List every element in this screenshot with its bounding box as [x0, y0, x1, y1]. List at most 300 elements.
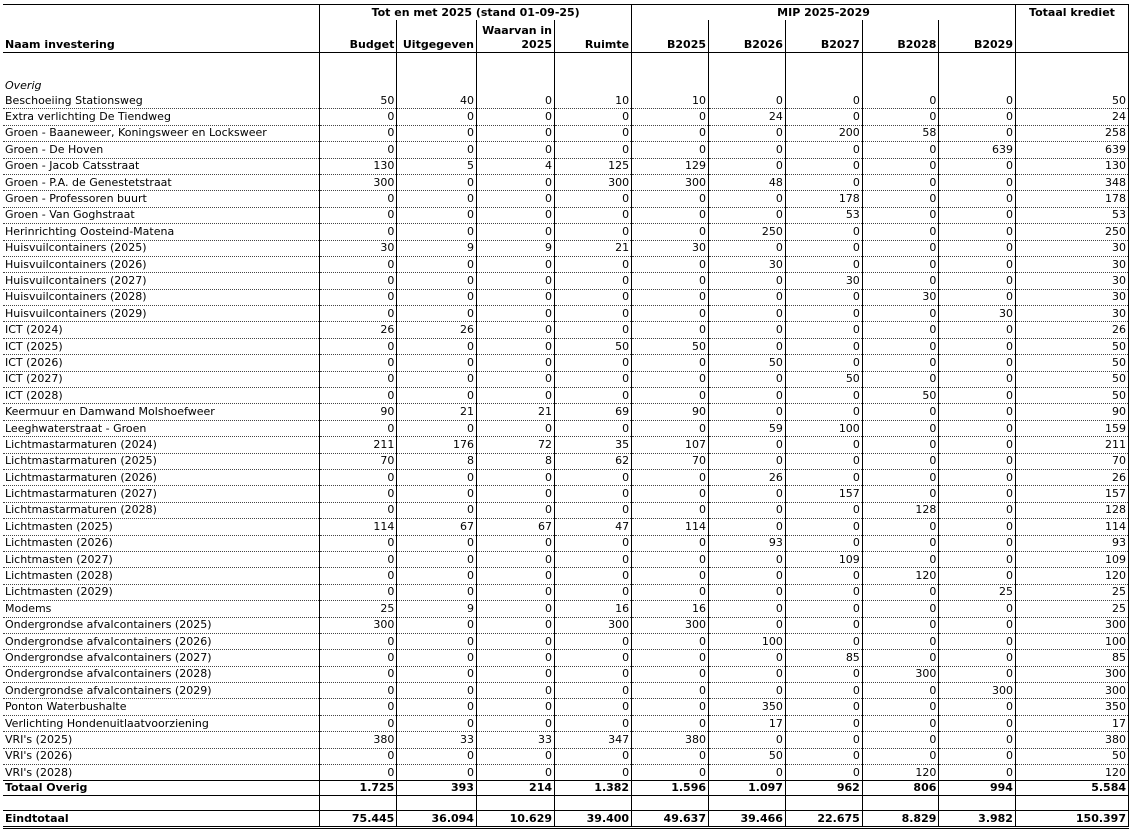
row-value: 0 — [320, 584, 397, 600]
row-value: 0 — [939, 601, 1016, 617]
table-row — [3, 650, 1129, 666]
table-row — [3, 306, 1129, 322]
row-value: 39.466 — [709, 811, 786, 828]
row-value: 0 — [476, 486, 554, 502]
row-value: 0 — [555, 142, 632, 158]
row-name: Totaal Overig — [3, 781, 320, 796]
row-value: 0 — [320, 486, 397, 502]
row-value: 30 — [785, 273, 862, 289]
row-value: 90 — [1015, 404, 1128, 420]
row-value: 0 — [397, 584, 477, 600]
row-value: 30 — [1015, 256, 1128, 272]
row-value: 0 — [476, 551, 554, 567]
row-value: 25 — [1015, 601, 1128, 617]
row-value: 0 — [709, 322, 786, 338]
table-row — [3, 453, 1129, 469]
row-value: 350 — [709, 699, 786, 715]
row-value: 30 — [320, 240, 397, 256]
row-value: 100 — [1015, 633, 1128, 649]
table-row — [3, 568, 1129, 584]
row-name: Beschoeiing Stationsweg — [3, 93, 320, 109]
row-value: 0 — [632, 683, 709, 699]
row-value: 962 — [785, 781, 862, 796]
row-name: Lichtmasten (2027) — [3, 551, 320, 567]
row-value: 0 — [632, 191, 709, 207]
row-value: 0 — [709, 93, 786, 109]
row-value: 0 — [397, 125, 477, 141]
row-name: ICT (2027) — [3, 371, 320, 387]
row-value: 0 — [320, 469, 397, 485]
row-value: 93 — [1015, 535, 1128, 551]
header-waarvan-2025: Waarvan in 2025 — [476, 20, 554, 53]
row-value: 0 — [939, 437, 1016, 453]
row-value: 30 — [632, 240, 709, 256]
row-value: 30 — [1015, 240, 1128, 256]
row-value: 0 — [320, 666, 397, 682]
row-value: 0 — [862, 256, 939, 272]
row-value: 5.584 — [1015, 781, 1128, 796]
row-value: 59 — [709, 420, 786, 436]
row-value: 0 — [555, 551, 632, 567]
row-value: 0 — [397, 551, 477, 567]
row-value: 67 — [476, 519, 554, 535]
row-value: 50 — [709, 355, 786, 371]
row-value: 348 — [1015, 174, 1128, 190]
row-value: 0 — [476, 388, 554, 404]
row-value: 0 — [785, 699, 862, 715]
row-value: 50 — [1015, 388, 1128, 404]
row-value: 0 — [555, 125, 632, 141]
row-value: 0 — [397, 273, 477, 289]
group-header-tot: Tot en met 2025 (stand 01-09-25) — [320, 5, 632, 21]
row-value: 0 — [939, 240, 1016, 256]
row-value: 0 — [632, 273, 709, 289]
eindtotaal-row — [3, 811, 1129, 828]
row-value: 0 — [476, 224, 554, 240]
row-value: 0 — [555, 371, 632, 387]
table-row — [3, 633, 1129, 649]
row-value: 0 — [785, 256, 862, 272]
row-value: 300 — [320, 617, 397, 633]
row-value: 0 — [476, 666, 554, 682]
row-value: 0 — [785, 568, 862, 584]
row-value: 1.725 — [320, 781, 397, 796]
row-value: 200 — [785, 125, 862, 141]
row-value: 0 — [632, 109, 709, 125]
row-value: 72 — [476, 437, 554, 453]
row-value: 30 — [939, 306, 1016, 322]
row-value: 50 — [1015, 355, 1128, 371]
row-value: 85 — [1015, 650, 1128, 666]
row-value: 125 — [555, 158, 632, 174]
row-value: 25 — [1015, 584, 1128, 600]
table-row — [3, 224, 1129, 240]
row-value: 85 — [785, 650, 862, 666]
row-value: 0 — [939, 109, 1016, 125]
row-value: 3.982 — [939, 811, 1016, 828]
row-value: 0 — [785, 158, 862, 174]
row-value: 0 — [632, 551, 709, 567]
row-value: 0 — [709, 502, 786, 518]
row-value: 17 — [709, 715, 786, 731]
row-value: 58 — [862, 125, 939, 141]
row-value: 5 — [397, 158, 477, 174]
row-value: 10 — [555, 93, 632, 109]
row-name: Extra verlichting De Tiendweg — [3, 109, 320, 125]
row-value: 0 — [862, 748, 939, 764]
row-value: 0 — [632, 650, 709, 666]
row-name: Ondergrondse afvalcontainers (2029) — [3, 683, 320, 699]
row-value: 0 — [785, 437, 862, 453]
row-value: 50 — [862, 388, 939, 404]
row-value: 53 — [1015, 207, 1128, 223]
row-value: 0 — [320, 355, 397, 371]
row-value: 0 — [632, 699, 709, 715]
row-value: 157 — [1015, 486, 1128, 502]
row-value: 0 — [939, 125, 1016, 141]
row-name: Ponton Waterbushalte — [3, 699, 320, 715]
row-value: 250 — [709, 224, 786, 240]
row-value: 0 — [862, 617, 939, 633]
row-value: 0 — [632, 125, 709, 141]
row-value: 0 — [397, 535, 477, 551]
row-name: Lichtmastarmaturen (2026) — [3, 469, 320, 485]
row-value: 0 — [709, 486, 786, 502]
row-value: 70 — [1015, 453, 1128, 469]
row-value: 0 — [476, 748, 554, 764]
row-value: 24 — [1015, 109, 1128, 125]
row-value: 0 — [939, 617, 1016, 633]
row-value: 0 — [555, 748, 632, 764]
row-value: 24 — [709, 109, 786, 125]
row-value: 25 — [939, 584, 1016, 600]
row-value: 109 — [1015, 551, 1128, 567]
row-value: 0 — [320, 273, 397, 289]
row-value: 994 — [939, 781, 1016, 796]
row-value: 120 — [862, 765, 939, 781]
row-name: Leeghwaterstraat - Groen — [3, 420, 320, 436]
row-value: 0 — [939, 502, 1016, 518]
row-value: 0 — [862, 535, 939, 551]
table-row — [3, 191, 1129, 207]
row-value: 50 — [1015, 748, 1128, 764]
row-name: Modems — [3, 601, 320, 617]
row-value: 0 — [555, 486, 632, 502]
header-b2027: B2027 — [785, 20, 862, 53]
row-name: Huisvuilcontainers (2029) — [3, 306, 320, 322]
row-name: Huisvuilcontainers (2026) — [3, 256, 320, 272]
row-value: 4 — [476, 158, 554, 174]
row-value: 120 — [1015, 568, 1128, 584]
row-value: 300 — [862, 666, 939, 682]
row-value: 0 — [632, 535, 709, 551]
row-value: 0 — [785, 289, 862, 305]
row-value: 211 — [1015, 437, 1128, 453]
row-value: 0 — [632, 371, 709, 387]
row-value: 0 — [939, 650, 1016, 666]
row-value: 47 — [555, 519, 632, 535]
row-value: 0 — [320, 633, 397, 649]
row-value: 16 — [555, 601, 632, 617]
row-value: 0 — [397, 338, 477, 354]
row-name: Lichtmastarmaturen (2024) — [3, 437, 320, 453]
row-value: 0 — [397, 650, 477, 666]
row-value: 0 — [397, 633, 477, 649]
row-value: 0 — [555, 683, 632, 699]
row-value: 0 — [320, 568, 397, 584]
table-row — [3, 93, 1129, 109]
row-value: 0 — [939, 322, 1016, 338]
row-value: 0 — [862, 240, 939, 256]
row-value: 0 — [476, 109, 554, 125]
row-value: 0 — [555, 469, 632, 485]
row-value: 0 — [476, 142, 554, 158]
row-value: 75.445 — [320, 811, 397, 828]
table-row — [3, 142, 1129, 158]
row-value: 0 — [709, 388, 786, 404]
row-value: 0 — [939, 158, 1016, 174]
row-value: 62 — [555, 453, 632, 469]
row-value: 0 — [939, 174, 1016, 190]
row-value: 0 — [709, 617, 786, 633]
row-value: 0 — [555, 109, 632, 125]
row-value: 0 — [397, 371, 477, 387]
row-name: ICT (2026) — [3, 355, 320, 371]
row-name: VRI's (2025) — [3, 732, 320, 748]
table-row — [3, 551, 1129, 567]
row-value: 0 — [939, 273, 1016, 289]
row-name: Groen - Jacob Catsstraat — [3, 158, 320, 174]
row-value: 128 — [1015, 502, 1128, 518]
row-name: Lichtmasten (2025) — [3, 519, 320, 535]
row-value: 0 — [476, 289, 554, 305]
table-row — [3, 388, 1129, 404]
group-header-mip: MIP 2025-2029 — [632, 5, 1016, 21]
row-name: Lichtmasten (2029) — [3, 584, 320, 600]
table-row — [3, 338, 1129, 354]
row-name: Verlichting Hondenuitlaatvoorziening — [3, 715, 320, 731]
row-value: 0 — [709, 191, 786, 207]
row-value: 0 — [862, 109, 939, 125]
row-value: 50 — [555, 338, 632, 354]
row-value: 39.400 — [555, 811, 632, 828]
row-value: 0 — [709, 519, 786, 535]
row-value: 0 — [785, 748, 862, 764]
row-value: 90 — [320, 404, 397, 420]
row-value: 0 — [939, 256, 1016, 272]
row-value: 0 — [939, 765, 1016, 781]
row-value: 9 — [397, 601, 477, 617]
row-value: 0 — [862, 469, 939, 485]
row-value: 0 — [632, 765, 709, 781]
row-value: 0 — [632, 355, 709, 371]
row-value: 0 — [785, 469, 862, 485]
row-value: 0 — [785, 240, 862, 256]
row-value: 0 — [397, 306, 477, 322]
table-row — [3, 256, 1129, 272]
category-label: Overig — [5, 79, 42, 92]
row-value: 0 — [476, 93, 554, 109]
row-value: 0 — [862, 584, 939, 600]
row-value: 0 — [320, 109, 397, 125]
row-value: 0 — [555, 535, 632, 551]
row-value: 0 — [862, 650, 939, 666]
row-value: 150.397 — [1015, 811, 1128, 828]
row-value: 0 — [397, 109, 477, 125]
row-name: Lichtmasten (2026) — [3, 535, 320, 551]
row-value: 50 — [1015, 371, 1128, 387]
row-value: 0 — [709, 404, 786, 420]
table-row — [3, 584, 1129, 600]
row-value: 0 — [862, 683, 939, 699]
row-value: 0 — [632, 207, 709, 223]
table-row — [3, 535, 1129, 551]
header-uitgegeven: Uitgegeven — [397, 20, 477, 53]
row-value: 0 — [785, 715, 862, 731]
header-b2029: B2029 — [939, 20, 1016, 53]
row-value: 0 — [320, 256, 397, 272]
row-value: 300 — [1015, 666, 1128, 682]
row-value: 0 — [397, 715, 477, 731]
row-value: 0 — [397, 420, 477, 436]
row-name: Huisvuilcontainers (2025) — [3, 240, 320, 256]
row-value: 0 — [862, 404, 939, 420]
row-value: 50 — [1015, 338, 1128, 354]
row-value: 50 — [785, 371, 862, 387]
row-value: 0 — [555, 765, 632, 781]
table-row — [3, 748, 1129, 764]
row-value: 0 — [320, 765, 397, 781]
row-value: 0 — [939, 191, 1016, 207]
row-value: 0 — [320, 535, 397, 551]
row-value: 0 — [709, 273, 786, 289]
table-row — [3, 273, 1129, 289]
row-value: 0 — [709, 551, 786, 567]
row-value: 50 — [632, 338, 709, 354]
row-value: 21 — [476, 404, 554, 420]
row-value: 0 — [632, 469, 709, 485]
row-value: 0 — [320, 125, 397, 141]
row-value: 26 — [397, 322, 477, 338]
row-value: 0 — [476, 125, 554, 141]
row-value: 0 — [632, 256, 709, 272]
row-value: 0 — [709, 683, 786, 699]
row-value: 0 — [397, 289, 477, 305]
row-value: 0 — [397, 207, 477, 223]
row-value: 50 — [709, 748, 786, 764]
table-row — [3, 355, 1129, 371]
row-value: 0 — [862, 322, 939, 338]
row-value: 0 — [632, 584, 709, 600]
row-value: 0 — [476, 601, 554, 617]
row-name: Groen - De Hoven — [3, 142, 320, 158]
row-value: 0 — [555, 256, 632, 272]
row-value: 0 — [320, 388, 397, 404]
table-row — [3, 502, 1129, 518]
row-value: 0 — [320, 420, 397, 436]
row-value: 21 — [555, 240, 632, 256]
row-value: 0 — [785, 388, 862, 404]
row-value: 0 — [862, 158, 939, 174]
row-value: 120 — [1015, 765, 1128, 781]
row-value: 0 — [397, 683, 477, 699]
row-name: Groen - Van Goghstraat — [3, 207, 320, 223]
row-value: 0 — [862, 715, 939, 731]
row-value: 0 — [555, 224, 632, 240]
row-value: 109 — [785, 551, 862, 567]
row-value: 0 — [785, 322, 862, 338]
row-value: 1.382 — [555, 781, 632, 796]
row-value: 100 — [709, 633, 786, 649]
row-value: 0 — [320, 191, 397, 207]
row-value: 0 — [320, 289, 397, 305]
row-value: 0 — [785, 535, 862, 551]
row-value: 300 — [632, 617, 709, 633]
row-value: 0 — [939, 388, 1016, 404]
row-value: 0 — [397, 502, 477, 518]
row-value: 130 — [1015, 158, 1128, 174]
row-value: 35 — [555, 437, 632, 453]
row-value: 0 — [862, 453, 939, 469]
row-name: Huisvuilcontainers (2027) — [3, 273, 320, 289]
table-row — [3, 289, 1129, 305]
row-value: 0 — [555, 420, 632, 436]
row-value: 0 — [320, 306, 397, 322]
row-value: 69 — [555, 404, 632, 420]
row-value: 0 — [476, 420, 554, 436]
row-value: 0 — [939, 486, 1016, 502]
row-value: 9 — [476, 240, 554, 256]
row-value: 0 — [709, 306, 786, 322]
table-row — [3, 240, 1129, 256]
row-value: 0 — [320, 715, 397, 731]
row-value: 33 — [476, 732, 554, 748]
row-name: VRI's (2028) — [3, 765, 320, 781]
row-value: 0 — [939, 748, 1016, 764]
row-value: 0 — [555, 633, 632, 649]
row-value: 0 — [555, 568, 632, 584]
header-totaal-krediet: Totaal krediet — [1015, 5, 1128, 53]
row-value: 300 — [1015, 617, 1128, 633]
row-name: ICT (2025) — [3, 338, 320, 354]
row-value: 0 — [476, 207, 554, 223]
row-value: 380 — [320, 732, 397, 748]
row-value: 26 — [320, 322, 397, 338]
row-value: 8.829 — [862, 811, 939, 828]
header-b2026: B2026 — [709, 20, 786, 53]
row-value: 0 — [632, 306, 709, 322]
row-value: 300 — [632, 174, 709, 190]
row-name: Ondergrondse afvalcontainers (2026) — [3, 633, 320, 649]
table-row — [3, 666, 1129, 682]
table-row — [3, 486, 1129, 502]
row-value: 0 — [939, 535, 1016, 551]
row-value: 0 — [939, 289, 1016, 305]
row-name: Groen - Professoren buurt — [3, 191, 320, 207]
row-value: 130 — [320, 158, 397, 174]
row-value: 0 — [709, 437, 786, 453]
row-value: 0 — [555, 322, 632, 338]
row-value: 0 — [709, 601, 786, 617]
row-value: 0 — [709, 142, 786, 158]
row-value: 0 — [320, 683, 397, 699]
row-value: 0 — [476, 371, 554, 387]
row-value: 0 — [320, 207, 397, 223]
row-value: 178 — [1015, 191, 1128, 207]
row-value: 0 — [785, 174, 862, 190]
row-name: Lichtmastarmaturen (2028) — [3, 502, 320, 518]
row-value: 0 — [785, 453, 862, 469]
